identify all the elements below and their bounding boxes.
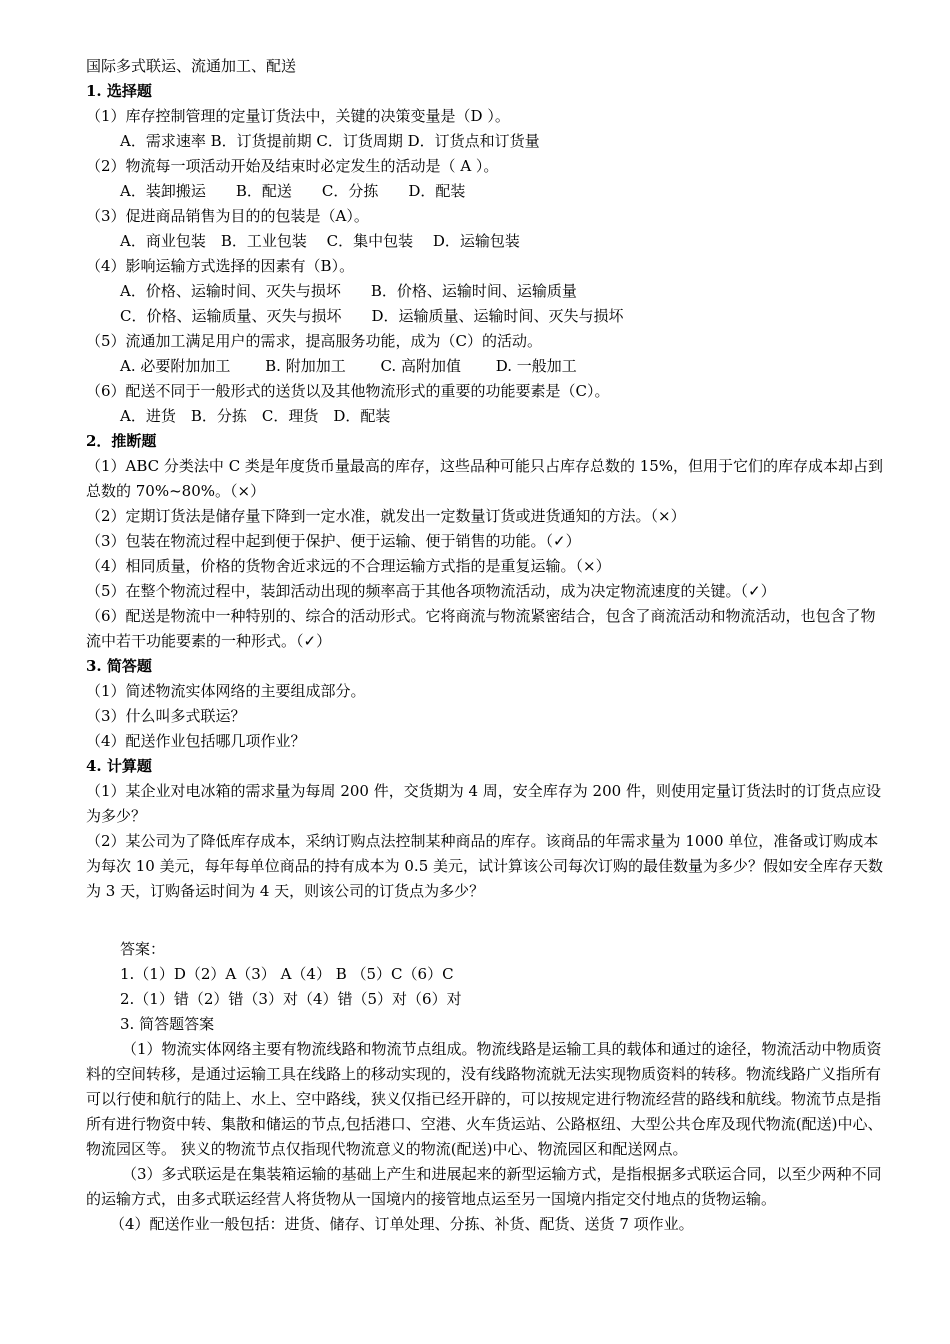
answer-paragraph-1: （1）物流实体网络主要有物流线路和物流节点组成。物流线路是运输工具的载体和通过的途径，物流活动中物质资料的空间转移，是通过运输工具在线路上的移动实现的，没有线路物流就无法实现物质资料的转移。物流线路广义指所有可以行使和航行的陆上、水上、空中路线，狭义仅指已经开辟的，可以按规定进行物流经营的路线和航线。物流节点是指所有进行物资中转、集散和储运的节点,包括港口、空港、火车货运站、公路枢纽、大型公共仓库及现代物流(配送)中心、物流园区等。 狭义的物流节点仅指现代物流意义的物流(配送)中心、物流园区和配送网点。 <box>86 1040 883 1158</box>
judgement-end-6: ） <box>316 632 332 650</box>
short-answer-question-3: （3）什么叫多式联运？ <box>86 707 246 725</box>
choice-options-4a: A．价格、运输时间、灭失与损坏 B．价格、运输时间、运输质量 <box>120 282 577 300</box>
choice-options-6: A．进货 B．分拣 C．理货 D．配装 <box>120 407 391 425</box>
judgement-end-3: ） <box>565 532 581 550</box>
choice-question-6: （6）配送不同于一般形式的送货以及其他物流形式的重要的功能要素是（C）。 <box>86 382 610 400</box>
judgement-question-2: （2）定期订货法是储存量下降到一定水准，就发出一定数量订货或进货通知的方法。（×） <box>86 507 686 525</box>
answer-paragraph-4: （4）配送作业一般包括：进货、储存、订单处理、分拣、补货、配货、送货 7 项作业。 <box>110 1215 694 1233</box>
checkmark-icon: ✓ <box>748 582 761 600</box>
answers-short-heading: 3. 简答题答案 <box>120 1015 215 1033</box>
choice-question-3: （3）促进商品销售为目的的包装是（A）。 <box>86 207 369 225</box>
calculation-question-2: （2）某公司为了降低库存成本，采纳订购点法控制某种商品的库存。该商品的年需求量为 1000 单位，准备或订购成本为每次 10 美元，每年每单位商品的持有成本为 0.5 美元，试计算该公司每次订购的最佳数量为多少？假如安全库存天数为 3 天，订购备运时间为 4 天，则该公司的订货点为多少？ <box>86 832 884 900</box>
judgement-question-3 <box>86 529 886 554</box>
short-answer-question-1: （1）简述物流实体网络的主要组成部分。 <box>86 682 366 700</box>
answers-choice: 1.（1）D（2）A（3） A（4） B （5）C（6）C <box>120 965 454 983</box>
section-heading-short-answer: 3. 简答题 <box>86 657 152 675</box>
choice-options-4b: C．价格、运输质量、灭失与损坏 D．运输质量、运输时间、灭失与损坏 <box>120 307 624 325</box>
answers-label: 答案： <box>120 940 166 958</box>
judgement-text-5: （5）在整个物流过程中，装卸活动出现的频率高于其他各项物流活动，成为决定物流速度的关键。（ <box>86 582 749 600</box>
checkmark-icon: ✓ <box>553 532 566 550</box>
spacer <box>86 904 886 937</box>
document-title: 国际多式联运、流通加工、配送 <box>86 57 297 75</box>
answers-judgement: 2.（1）错（2）错（3）对（4）错（5）对（6）对 <box>120 990 462 1008</box>
calculation-question-1: （1）某企业对电冰箱的需求量为每周 200 件，交货期为 4 周，安全库存为 200 件，则使用定量订货法时的订货点应设为多少？ <box>86 782 881 825</box>
choice-question-2: （2）物流每一项活动开始及结束时必定发生的活动是（ A ）。 <box>86 157 499 175</box>
section-heading-judgement: 2．推断题 <box>86 432 157 450</box>
choice-question-5: （5）流通加工满足用户的需求，提高服务功能，成为（C）的活动。 <box>86 332 543 350</box>
judgement-question-1: （1）ABC 分类法中 C 类是年度货币量最高的库存，这些品种可能只占库存总数的 15%，但用于它们的库存成本却占到总数的 70%~80%。（×） <box>86 457 884 500</box>
section-heading-choice: 1. 选择题 <box>86 82 152 100</box>
short-answer-question-4: （4）配送作业包括哪几项作业？ <box>86 732 306 750</box>
choice-options-5: A. 必要附加加工 B. 附加加工 C. 高附加值 D. 一般加工 <box>120 357 577 375</box>
judgement-question-5 <box>86 579 886 604</box>
section-heading-calculation: 4. 计算题 <box>86 757 152 775</box>
choice-options-1: A．需求速率 B．订货提前期 C．订货周期 D．订货点和订货量 <box>120 132 540 150</box>
choice-question-4: （4）影响运输方式选择的因素有（B）。 <box>86 257 355 275</box>
judgement-text-6: （6）配送是物流中一种特别的、综合的活动形式。它将商流与物流紧密结合，包含了商流活动和物流活动，也包含了物流中若干功能要素的一种形式。（ <box>86 607 876 650</box>
judgement-end-5: ） <box>760 582 776 600</box>
judgement-question-4: （4）相同质量，价格的货物舍近求远的不合理运输方式指的是重复运输。（×） <box>86 557 611 575</box>
document-page <box>86 54 886 1237</box>
checkmark-icon: ✓ <box>303 632 317 650</box>
judgement-question-6 <box>86 604 886 654</box>
choice-options-3: A．商业包装 B．工业包装 C．集中包装 D．运输包装 <box>120 232 520 250</box>
choice-question-1: （1）库存控制管理的定量订货法中，关键的决策变量是（D ）。 <box>86 107 510 125</box>
judgement-text-3: （3）包装在物流过程中起到便于保护、便于运输、便于销售的功能。（ <box>86 532 554 550</box>
choice-options-2: A．装卸搬运 B．配送 C．分拣 D．配装 <box>120 182 466 200</box>
answer-paragraph-3: （3）多式联运是在集装箱运输的基础上产生和进展起来的新型运输方式，是指根据多式联运合同，以至少两种不同的运输方式，由多式联运经营人将货物从一国境内的接管地点运至另一国境内指定交付地点的货物运输。 <box>86 1165 882 1208</box>
